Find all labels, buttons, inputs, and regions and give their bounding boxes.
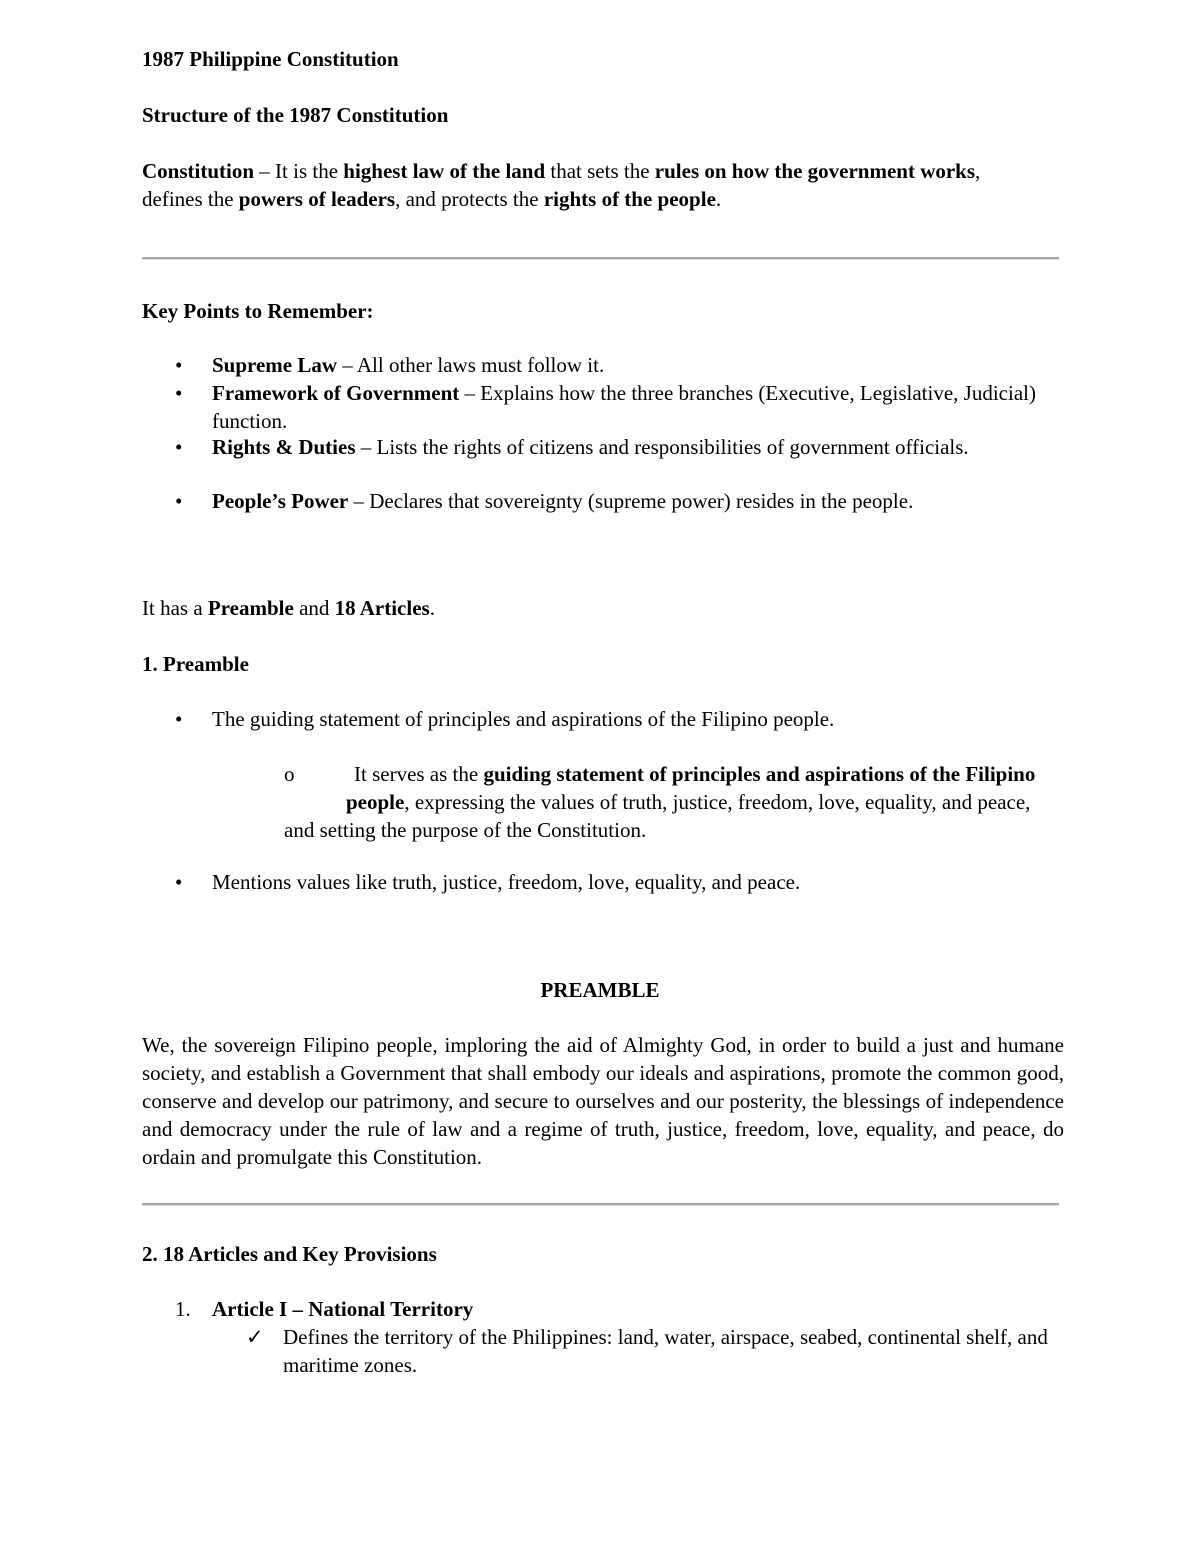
- bullet-icon: •: [175, 435, 183, 459]
- preamble-sub-bullet: It serves as the guiding statement of principles and aspirations of the Filipinopeople, expressing the values of truth, justice, freedom, love, equality, and peace, and setting the purpose of the Constitution.: [284, 762, 1036, 842]
- section-articles-heading: 2. 18 Articles and Key Provisions: [142, 1242, 437, 1266]
- article-detail: Defines the territory of the Philippines: land, water, airspace, seabed, continental shelf, and maritime zones.: [283, 1325, 1048, 1377]
- bullet-icon: •: [175, 489, 183, 513]
- bullet-icon: •: [175, 381, 183, 405]
- key-point-item: Rights & Duties – Lists the rights of citizens and responsibilities of government officials.: [212, 435, 969, 459]
- article-number: 1.: [175, 1297, 191, 1321]
- document-title: 1987 Philippine Constitution: [142, 47, 399, 71]
- bullet-icon: •: [175, 353, 183, 377]
- preamble-bullet: Mentions values like truth, justice, freedom, love, equality, and peace.: [212, 870, 801, 894]
- bullet-icon: •: [175, 707, 183, 731]
- key-point-item: Supreme Law – All other laws must follow it.: [212, 353, 605, 377]
- preamble-heading: PREAMBLE: [540, 978, 660, 1002]
- key-points-heading: Key Points to Remember:: [142, 299, 374, 323]
- constitution-definition: Constitution – It is the highest law of the land that sets the rules on how the government works, defines the powers of leaders, and protects the rights of the people.: [142, 159, 981, 211]
- bullet-icon: •: [175, 870, 183, 894]
- key-point-item: People’s Power – Declares that sovereignty (supreme power) resides in the people.: [212, 489, 914, 513]
- key-point-item: Framework of Government – Explains how the three branches (Executive, Legislative, Judicial) function.: [212, 381, 1036, 433]
- checkmark-icon: ✓: [246, 1325, 264, 1349]
- preamble-bullet: The guiding statement of principles and aspirations of the Filipino people.: [212, 707, 835, 731]
- horizontal-rule: [142, 257, 1059, 260]
- preamble-text: We, the sovereign Filipino people, imploring the aid of Almighty God, in order to build a just and humane society, and establish a Government that shall embody our ideals and aspirations, promote the common good, conserve and develop our patrimony, and secure to ourselves and our posterity, the blessings of independence and democracy under the rule of law and a regime of truth, justice, freedom, love, equality, and peace, do ordain and promulgate this Constitution.: [142, 1033, 1064, 1169]
- section-preamble-heading: 1. Preamble: [142, 652, 249, 676]
- article-title: Article I – National Territory: [212, 1297, 474, 1321]
- structure-summary: It has a Preamble and 18 Articles.: [142, 596, 435, 620]
- sub-bullet-marker: o: [284, 762, 295, 786]
- document-subtitle: Structure of the 1987 Constitution: [142, 103, 449, 127]
- horizontal-rule: [142, 1203, 1059, 1206]
